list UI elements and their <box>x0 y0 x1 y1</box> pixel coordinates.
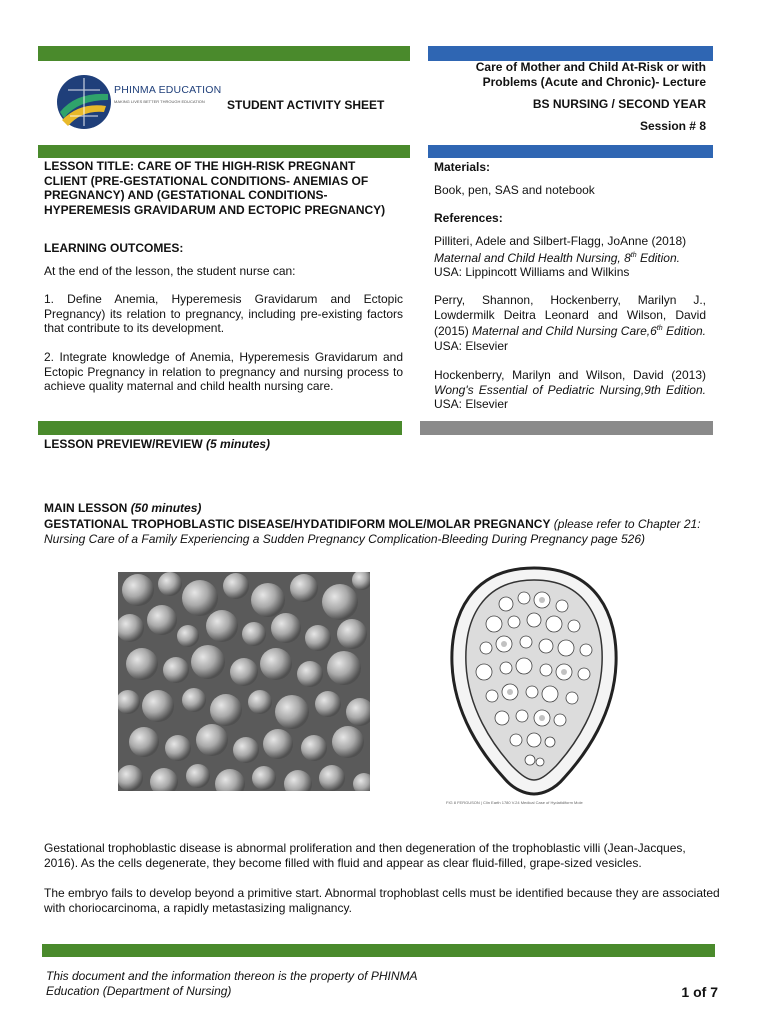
logo-name: PHINMA EDUCATION <box>114 84 222 96</box>
top-blue-bar <box>428 46 713 61</box>
gtd-heading: GESTATIONAL TROPHOBLASTIC DISEASE/HYDATIDIFORM MOLE/MOLAR PREGNANCY <box>44 517 551 531</box>
ref1-title: Maternal and Child Health Nursing, 8 <box>434 250 631 265</box>
ref2-authors: Perry, Shannon, Hockenberry, Marilyn J., Lowdermilk Deitra Leonard and Wilson, David (2015) <box>434 293 706 338</box>
paragraph-gtd-definition: Gestational trophoblastic disease is abnormal proliferation and then degeneration of the trophoblastic villi (Jean-Jacques, 2016). As the cells degenerate, they become filled with fluid and appear as clear fluid-filled, grape-sized vesicles. <box>44 841 686 870</box>
ref1-authors: Pilliteri, Adele and Silbert-Flagg, JoAnne (2018) <box>434 234 687 248</box>
top-green-bar <box>38 46 410 61</box>
footer-notice <box>46 969 418 999</box>
ref2-title: Maternal and Child Nursing Care,6 <box>472 324 657 338</box>
reference-1 <box>434 234 706 280</box>
references-heading: References: <box>434 211 503 225</box>
course-header <box>430 60 706 134</box>
reference-2 <box>434 293 706 353</box>
main-lesson-time: (50 minutes) <box>130 501 202 515</box>
hydatidiform-mole-drawing <box>446 564 622 806</box>
reference-3 <box>434 368 706 412</box>
materials-text: Book, pen, SAS and notebook <box>434 183 595 197</box>
phinma-logo-icon <box>56 72 112 132</box>
chapter-reference: (please refer to Chapter 21: Nursing Care of a Family Experiencing a Sudden Pregnancy Complication-Bleeding During Pregnancy page 526) <box>44 517 701 546</box>
outcome-2: 2. Integrate knowledge of Anemia, Hyperemesis Gravidarum and Ectopic Pregnancy in relation to pregnancy and nursing process to achieve quality maternal and child health nursing care. <box>44 350 403 393</box>
lesson-title: LESSON TITLE: CARE OF THE HIGH-RISK PREGNANT CLIENT (PRE-GESTATIONAL CONDITIONS- ANEMIAS OF PREGNANCY) AND (GESTATIONAL CONDITIONS- HYPEREMESIS GRAVIDARUM AND ECTOPIC PREGNANCY) <box>44 159 386 217</box>
vesicles-photo-graphic <box>118 572 370 791</box>
figure-caption: FIG 8 FERGUSON | Clin Earth 1780 V.24 Medical Case of Hydatidiform Mole <box>446 800 583 805</box>
section-green-bar <box>38 145 410 158</box>
main-lesson-subheading <box>44 517 724 546</box>
learning-outcomes-heading: LEARNING OUTCOMES: <box>44 241 184 255</box>
outcomes-intro: At the end of the lesson, the student nurse can: <box>44 264 296 278</box>
lesson-preview-heading <box>44 437 270 451</box>
course-title-line1: Care of Mother and Child At-Risk or with <box>475 60 706 74</box>
preview-heading-text: LESSON PREVIEW/REVIEW <box>44 437 203 451</box>
course-title-line2: Problems (Acute and Chronic)- Lecture <box>482 75 706 89</box>
section-blue-bar <box>428 145 713 158</box>
phinma-logo <box>56 72 222 132</box>
ref3-authors: Hockenberry, Marilyn and Wilson, David (2013) <box>434 368 706 382</box>
footer-notice-line1: This document and the information thereon is the property of PHINMA <box>46 969 418 983</box>
ref2-edition: Edition. <box>665 324 707 338</box>
ref2-sup: th <box>656 325 663 332</box>
preview-time: (5 minutes) <box>206 437 271 451</box>
sheet-title: STUDENT ACTIVITY SHEET <box>227 98 385 112</box>
ref1-edition: Edition. <box>636 250 680 265</box>
main-lesson-heading <box>44 501 201 515</box>
logo-tagline: MAKING LIVES BETTER THROUGH EDUCATION <box>114 99 205 104</box>
preview-gray-bar <box>420 421 713 435</box>
preview-green-bar <box>38 421 402 435</box>
outcome-1: 1. Define Anemia, Hyperemesis Gravidarum and Ectopic Pregnancy) its relation to pregnancy, including pre-existing factors that contribute to its development. <box>44 292 403 335</box>
mole-illustration-graphic <box>446 564 622 796</box>
program-label: BS NURSING / SECOND YEAR <box>532 97 706 111</box>
materials-heading: Materials: <box>434 160 491 174</box>
ref1-sup: th <box>630 251 637 259</box>
session-label: Session # 8 <box>639 119 706 133</box>
main-lesson-text: MAIN LESSON <box>44 501 128 515</box>
ref1-publisher: USA: Lippincott Williams and Wilkins <box>434 265 630 279</box>
ref2-publisher: USA: Elsevier <box>434 338 509 353</box>
ref3-publisher: USA: Elsevier <box>434 397 509 411</box>
page-number: 1 of 7 <box>681 984 718 1000</box>
ref3-title: Wong's Essential of Pediatric Nursing,9th Edition. <box>434 382 706 397</box>
molar-pregnancy-photo <box>118 572 370 791</box>
paragraph-embryo: The embryo fails to develop beyond a primitive start. Abnormal trophoblast cells must be identified because they are associated with choriocarcinoma, a rapidly metastasizing malignancy. <box>44 886 720 915</box>
footer-notice-line2: Education (Department of Nursing) <box>46 984 232 998</box>
footer-green-bar <box>42 944 715 957</box>
